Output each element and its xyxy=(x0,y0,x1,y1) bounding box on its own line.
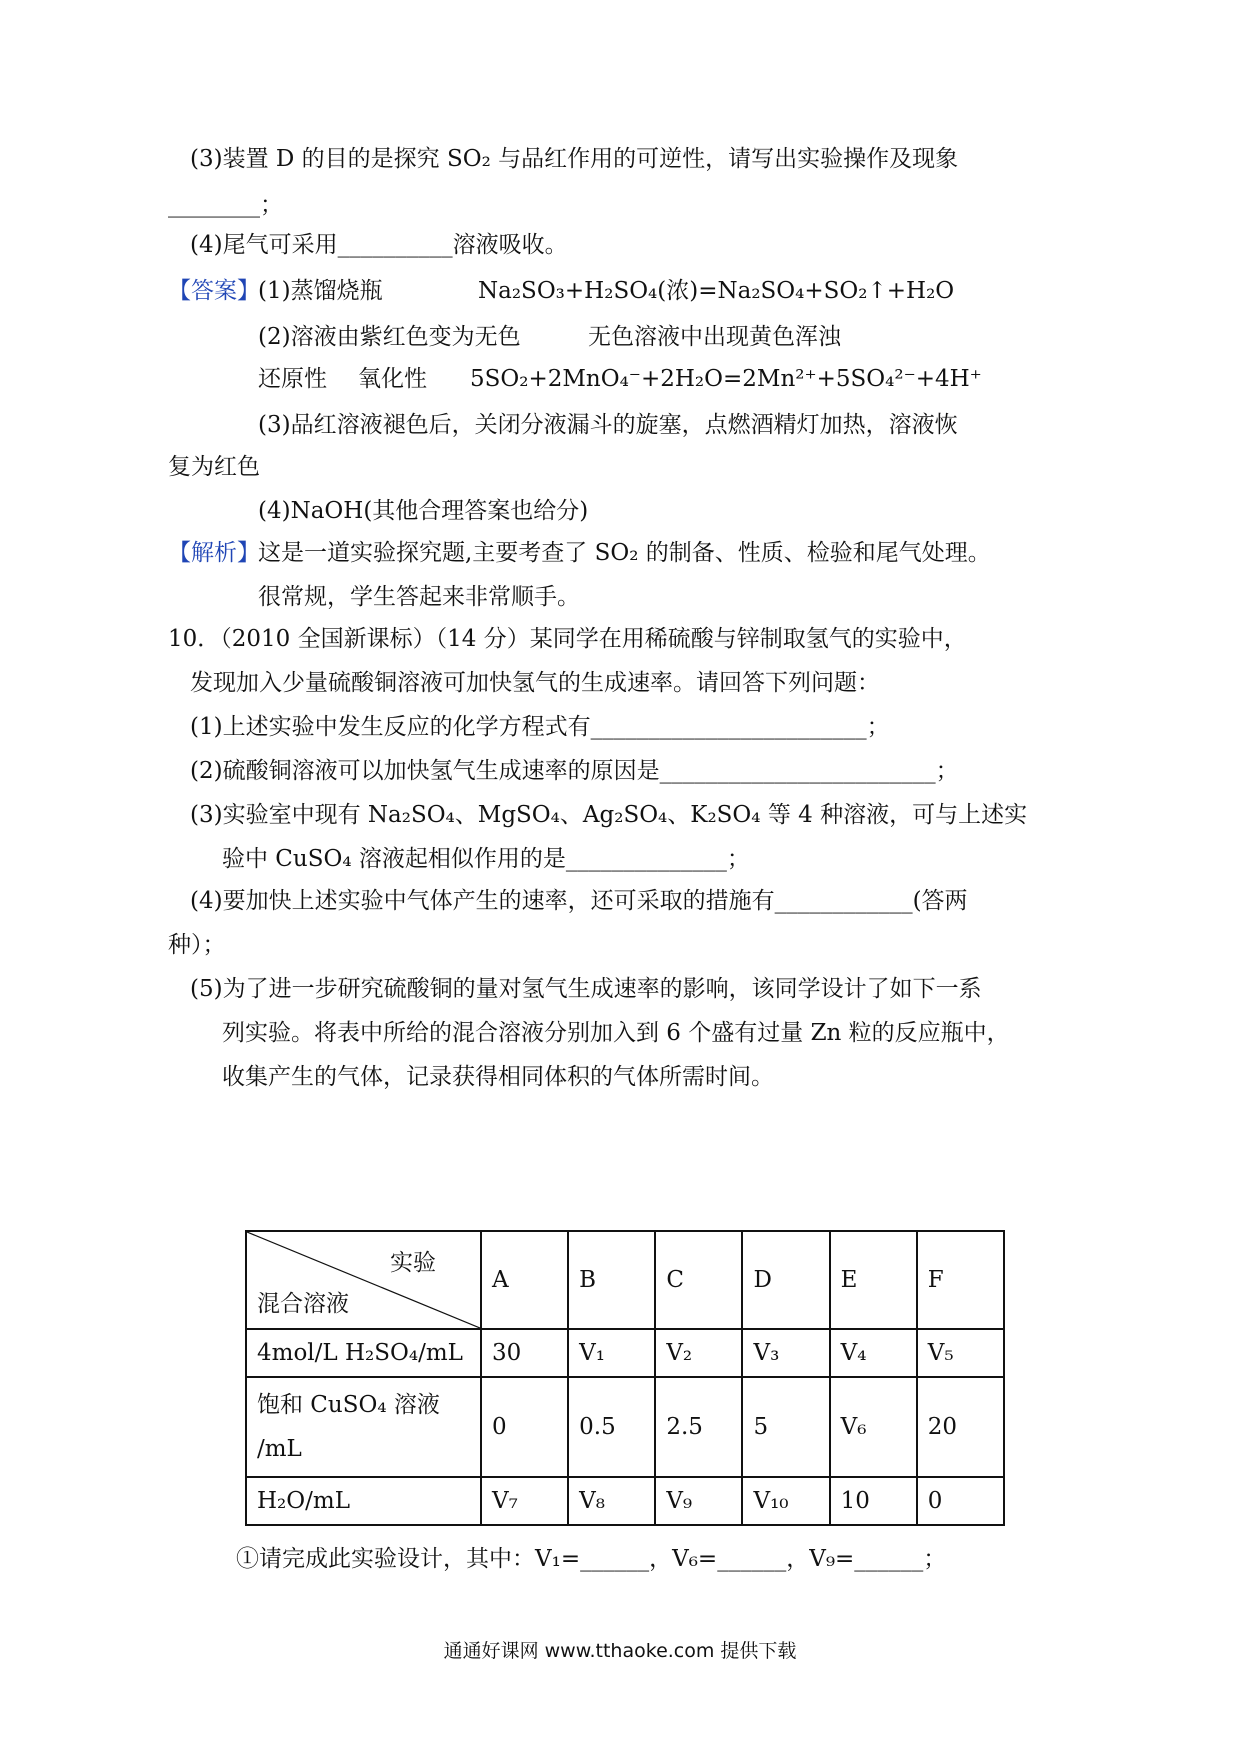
table-cell: V₅ xyxy=(917,1329,1004,1377)
q10-part-3-line-2: 验中 CuSO₄ 溶液起相似作用的是______________； xyxy=(222,846,750,872)
answer-3-line-1: (3)品红溶液褪色后，关闭分液漏斗的旋塞，点燃酒精灯加热，溶液恢 xyxy=(258,412,958,438)
q4-text: (4)尾气可采用__________溶液吸收。 xyxy=(190,232,568,258)
analysis-line-1: 这是一道实验探究题,主要考查了 SO₂ 的制备、性质、检验和尾气处理。 xyxy=(258,540,991,566)
column-header: F xyxy=(917,1231,1004,1329)
answer-2-phenomenon-a: (2)溶液由紫红色变为无色 xyxy=(258,324,521,350)
q10-part-5-line-1: (5)为了进一步研究硫酸铜的量对氢气生成速率的影响，该同学设计了如下一系 xyxy=(190,976,982,1002)
q10-part-4-line-2: 种）； xyxy=(168,932,226,958)
analysis-tag: 【解析】 xyxy=(168,540,260,566)
answer-2-oxidizing: 氧化性 xyxy=(358,366,427,392)
corner-bottom-label: 混合溶液 xyxy=(257,1291,349,1317)
answer-2-reducing: 还原性 xyxy=(258,366,327,392)
table-cell: 30 xyxy=(481,1329,568,1377)
table-cell: V₈ xyxy=(568,1477,655,1525)
answer-4: (4)NaOH(其他合理答案也给分) xyxy=(258,498,589,524)
table-header-row xyxy=(246,1231,1004,1329)
column-header: E xyxy=(830,1231,917,1329)
table-cell: 0 xyxy=(481,1377,568,1477)
row-label-line-2: /mL xyxy=(257,1436,302,1462)
answer-tag: 【答案】 xyxy=(168,278,260,304)
table-cell: 0.5 xyxy=(568,1377,655,1477)
table-cell: 20 xyxy=(917,1377,1004,1477)
table-cell: V₁ xyxy=(568,1329,655,1377)
row-label-line-1: 饱和 CuSO₄ 溶液 xyxy=(257,1392,440,1418)
q10-line-1: 10．（2010 全国新课标）（14 分）某同学在用稀硫酸与锌制取氢气的实验中， xyxy=(168,626,967,652)
column-header: A xyxy=(481,1231,568,1329)
answer-1-equation: Na₂SO₃+H₂SO₄(浓)=Na₂SO₄+SO₂↑+H₂O xyxy=(478,278,955,304)
experiment-table xyxy=(245,1230,1005,1526)
table-row xyxy=(246,1377,1004,1477)
row-label xyxy=(246,1377,481,1477)
q10-line-2: 发现加入少量硫酸铜溶液可加快氢气的生成速率。请回答下列问题： xyxy=(190,670,880,696)
table-row xyxy=(246,1477,1004,1525)
row-label: H₂O/mL xyxy=(246,1477,481,1525)
table-cell: 5 xyxy=(742,1377,829,1477)
table-cell: 0 xyxy=(917,1477,1004,1525)
q10-part-5-line-2: 列实验。将表中所给的混合溶液分别加入到 6 个盛有过量 Zn 粒的反应瓶中， xyxy=(222,1020,1010,1046)
table-corner-cell xyxy=(246,1231,481,1329)
corner-top-label: 实验 xyxy=(390,1250,436,1276)
q10-part-5-line-3: 收集产生的气体，记录获得相同体积的气体所需时间。 xyxy=(222,1064,774,1090)
table-cell: 2.5 xyxy=(655,1377,742,1477)
column-header: B xyxy=(568,1231,655,1329)
q10-part-3-line-1: (3)实验室中现有 Na₂SO₄、MgSO₄、Ag₂SO₄、K₂SO₄ 等 4 种溶液，可与上述实 xyxy=(190,802,1028,828)
page-footer: 通通好课网 www.tthaoke.com 提供下载 xyxy=(443,1640,797,1662)
q10-part-5-subquestion-1: ①请完成此实验设计，其中：V₁=______，V₆=______，V₉=______； xyxy=(236,1546,947,1572)
table-cell: V₁₀ xyxy=(742,1477,829,1525)
table-cell: V₃ xyxy=(742,1329,829,1377)
column-header: D xyxy=(742,1231,829,1329)
table-cell: 10 xyxy=(830,1477,917,1525)
table-cell: V₂ xyxy=(655,1329,742,1377)
table-cell: V₇ xyxy=(481,1477,568,1525)
answer-3-line-2: 复为红色 xyxy=(168,454,260,480)
q3-text: (3)装置 D 的目的是探究 SO₂ 与品红作用的可逆性，请写出实验操作及现象 xyxy=(190,146,959,172)
table-cell: V₉ xyxy=(655,1477,742,1525)
column-header: C xyxy=(655,1231,742,1329)
q3-blank: ________； xyxy=(168,192,283,218)
table-row xyxy=(246,1329,1004,1377)
answer-1-name: (1)蒸馏烧瓶 xyxy=(258,278,383,304)
table-cell: V₄ xyxy=(830,1329,917,1377)
answer-2-phenomenon-b: 无色溶液中出现黄色浑浊 xyxy=(588,324,841,350)
answer-2-equation: 5SO₂+2MnO₄⁻+2H₂O=2Mn²⁺+5SO₄²⁻+4H⁺ xyxy=(470,366,982,392)
q10-part-2: (2)硫酸铜溶液可以加快氢气生成速率的原因是________________________； xyxy=(190,758,959,784)
table-cell: V₆ xyxy=(830,1377,917,1477)
q10-part-4-line-1: (4)要加快上述实验中气体产生的速率，还可采取的措施有____________(答两 xyxy=(190,888,968,914)
analysis-line-2: 很常规，学生答起来非常顺手。 xyxy=(258,584,580,610)
q10-part-1: (1)上述实验中发生反应的化学方程式有________________________； xyxy=(190,714,890,740)
row-label: 4mol/L H₂SO₄/mL xyxy=(246,1329,481,1377)
